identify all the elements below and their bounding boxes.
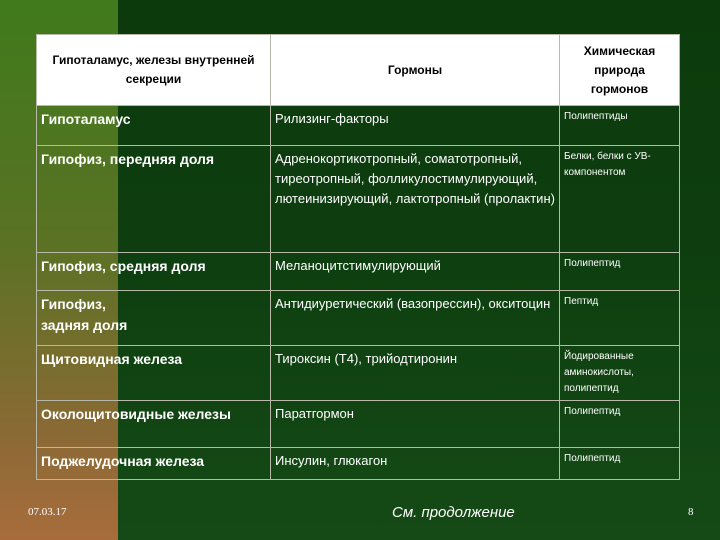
nature-cell: Пептид (560, 291, 680, 346)
gland-cell: Околощитовидные железы (37, 401, 271, 448)
gland-cell: Гипофиз, средняя доля (37, 253, 271, 291)
gland-cell: Щитовидная железа (37, 346, 271, 401)
nature-cell: Полипептид (560, 253, 680, 291)
hormones-cell: Меланоцитстимулирующий (271, 253, 560, 291)
hormones-cell: Рилизинг-факторы (271, 106, 560, 146)
nature-cell: Полипептиды (560, 106, 680, 146)
nature-cell: Белки, белки с УВ-компонентом (560, 146, 680, 253)
gland-cell: Гипофиз, задняя доля (37, 291, 271, 346)
gland-cell: Гипофиз, передняя доля (37, 146, 271, 253)
gland-cell: Гипоталамус (37, 106, 271, 146)
hormones-cell: Антидиуретический (вазопрессин), окситоцин (271, 291, 560, 346)
table-header-row (37, 35, 680, 106)
header-hormones: Гормоны (271, 35, 560, 106)
table-row (37, 346, 680, 401)
hormones-cell: Паратгормон (271, 401, 560, 448)
table-row (37, 146, 680, 253)
nature-cell: Полипептид (560, 401, 680, 448)
nature-cell: Полипептид (560, 448, 680, 480)
nature-cell: Йодированные аминокислоты, полипептид (560, 346, 680, 401)
header-nature: Химическая природа гормонов (560, 35, 680, 106)
table-row (37, 401, 680, 448)
hormones-table (36, 34, 680, 480)
header-gland: Гипоталамус, железы внутренней секреции (37, 35, 271, 106)
table-row (37, 291, 680, 346)
table-row (37, 448, 680, 480)
table-row (37, 253, 680, 291)
page-number: 8 (688, 506, 694, 518)
hormones-cell: Тироксин (Т4), трийодтиронин (271, 346, 560, 401)
hormones-cell: Адренокортикотропный, соматотропный, тиреотропный, фолликулостимулирующий, лютеинизирующий, лактотропный (пролактин) (271, 146, 560, 253)
gland-cell: Поджелудочная железа (37, 448, 271, 480)
table-row (37, 106, 680, 146)
slide-date: 07.03.17 (28, 506, 67, 518)
hormones-cell: Инсулин, глюкагон (271, 448, 560, 480)
continuation-note: См. продолжение (392, 504, 515, 521)
